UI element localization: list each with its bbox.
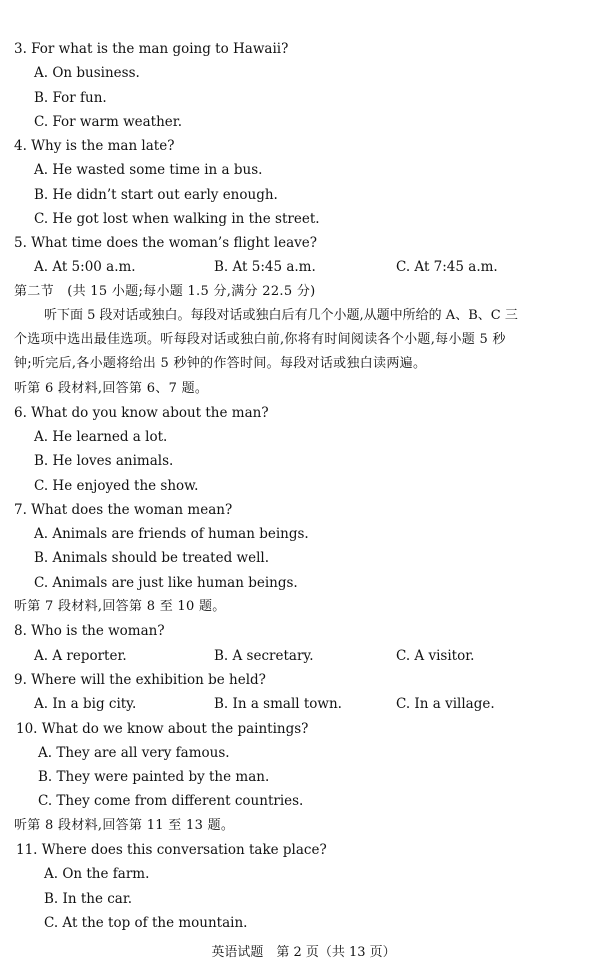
question-4-option-b: B. He didn’t start out early enough. xyxy=(34,187,278,203)
question-10-option-c: C. They come from different countries. xyxy=(38,793,304,809)
question-10-option-a: A. They are all very famous. xyxy=(38,745,230,761)
question-3-option-b: B. For fun. xyxy=(34,90,107,106)
question-6-option-b: B. He loves animals. xyxy=(34,453,174,469)
section-2-instructions-line-1: 听下面 5 段对话或独白。每段对话或独白后有几个小题,从题中所给的 A、B、C 三 xyxy=(44,308,518,323)
question-7-option-c: C. Animals are just like human beings. xyxy=(34,575,298,591)
question-11-stem: 11. Where does this conversation take place? xyxy=(16,842,327,858)
material-6-header: 听第 6 段材料,回答第 6、7 题。 xyxy=(14,381,209,396)
question-9-stem: 9. Where will the exhibition be held? xyxy=(14,672,266,688)
question-3-option-c: C. For warm weather. xyxy=(34,114,183,130)
section-2-instructions-line-3: 钟;听完后,各小题将给出 5 秒钟的作答时间。每段对话或独白读两遍。 xyxy=(14,356,427,371)
question-8-option-a: A. A reporter. xyxy=(34,648,127,664)
question-10-stem: 10. What do we know about the paintings? xyxy=(16,721,309,737)
question-11-option-b: B. In the car. xyxy=(44,891,133,907)
question-11-option-c: C. At the top of the mountain. xyxy=(44,915,248,931)
page-footer: 英语试题 第 2 页（共 13 页） xyxy=(211,945,396,960)
question-9-option-c: C. In a village. xyxy=(396,696,495,712)
question-5-options xyxy=(0,258,607,276)
section-2-title: 第二节 (共 15 小题;每小题 1.5 分,满分 22.5 分) xyxy=(14,284,316,299)
question-4-stem: 4. Why is the man late? xyxy=(14,138,175,154)
question-5-option-a: A. At 5:00 a.m. xyxy=(34,259,136,275)
material-8-header: 听第 8 段材料,回答第 11 至 13 题。 xyxy=(14,818,235,833)
question-4-option-c: C. He got lost when walking in the street. xyxy=(34,211,320,227)
question-10-option-b: B. They were painted by the man. xyxy=(38,769,270,785)
question-3-stem: 3. For what is the man going to Hawaii? xyxy=(14,41,289,57)
question-6-stem: 6. What do you know about the man? xyxy=(14,405,269,421)
question-5-stem: 5. What time does the woman’s flight leave? xyxy=(14,235,318,251)
question-8-option-b: B. A secretary. xyxy=(214,648,314,664)
question-8-option-c: C. A visitor. xyxy=(396,648,475,664)
question-9-option-b: B. In a small town. xyxy=(214,696,342,712)
question-7-option-a: A. Animals are friends of human beings. xyxy=(34,526,309,542)
question-3-option-a: A. On business. xyxy=(34,65,140,81)
question-4-option-a: A. He wasted some time in a bus. xyxy=(34,162,263,178)
question-9-options xyxy=(0,695,607,713)
question-7-option-b: B. Animals should be treated well. xyxy=(34,550,270,566)
question-5-option-c: C. At 7:45 a.m. xyxy=(396,259,498,275)
question-7-stem: 7. What does the woman mean? xyxy=(14,502,233,518)
section-2-instructions-line-2: 个选项中选出最佳选项。听每段对话或独白前,你将有时间阅读各个小题,每小题 5 秒 xyxy=(14,332,506,347)
question-6-option-c: C. He enjoyed the show. xyxy=(34,478,199,494)
question-9-option-a: A. In a big city. xyxy=(34,696,137,712)
question-8-options xyxy=(0,647,607,665)
question-8-stem: 8. Who is the woman? xyxy=(14,623,165,639)
question-5-option-b: B. At 5:45 a.m. xyxy=(214,259,316,275)
question-11-option-a: A. On the farm. xyxy=(44,866,150,882)
material-7-header: 听第 7 段材料,回答第 8 至 10 题。 xyxy=(14,599,226,614)
question-6-option-a: A. He learned a lot. xyxy=(34,429,168,445)
